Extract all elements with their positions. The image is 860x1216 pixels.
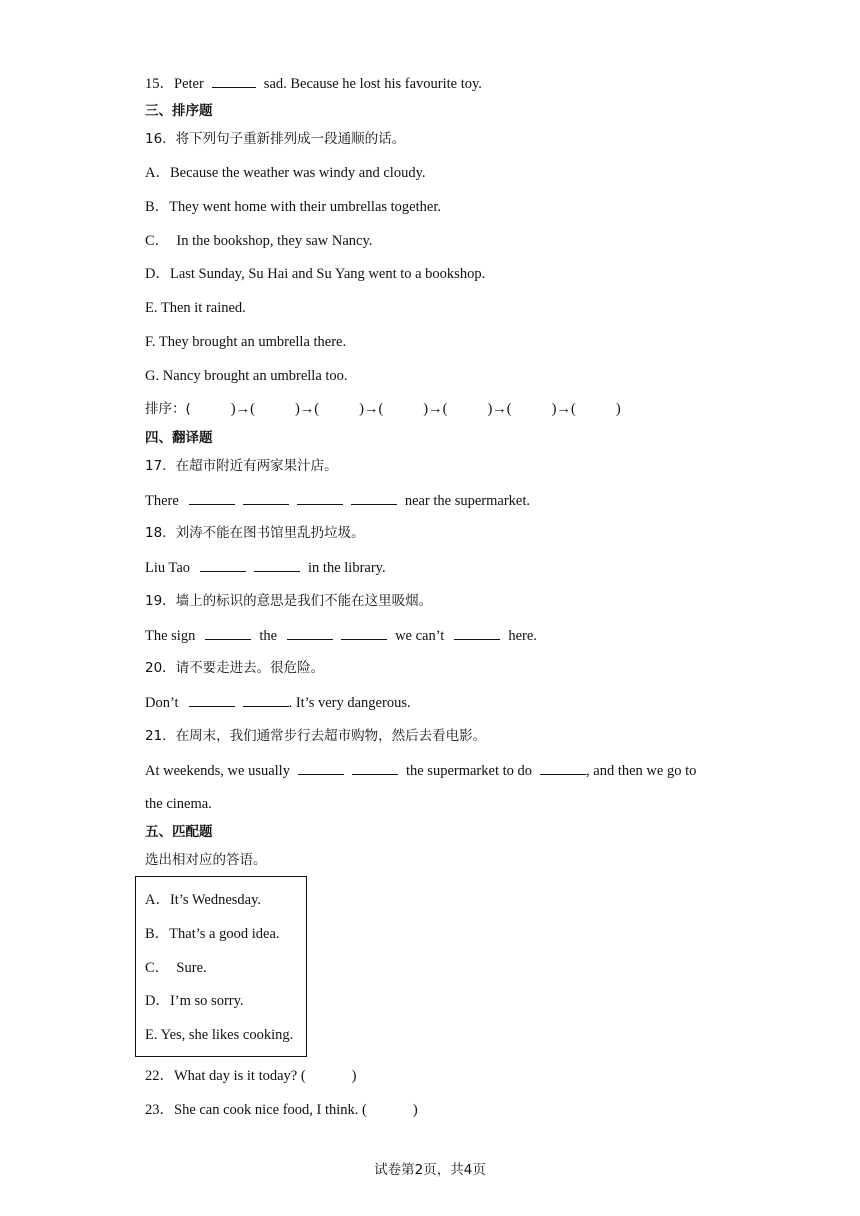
answer-blank[interactable] <box>287 625 333 640</box>
order-arrow: )→( <box>487 401 512 417</box>
question-16-prompt: 16．将下列句子重新排列成一段通顺的话。 <box>145 131 406 147</box>
match-prompt: 选出相对应的答语。 <box>145 852 267 868</box>
answer-blank[interactable] <box>243 692 289 707</box>
answer-blank[interactable] <box>200 557 246 572</box>
answer-blank[interactable] <box>352 760 398 775</box>
match-answer-e: E. Yes, she likes cooking. <box>145 1027 294 1043</box>
q17-start: There <box>145 493 179 509</box>
question-21-continued: the cinema. <box>145 796 212 812</box>
q19-start: The sign <box>145 628 196 644</box>
q21-end: , and then we go to <box>586 763 697 779</box>
question-19-prompt: 19．墙上的标识的意思是我们不能在这里吸烟。 <box>145 593 433 609</box>
question-20-prompt: 20．请不要走进去。很危险。 <box>145 660 325 676</box>
q20-start: Don’t <box>145 695 179 711</box>
q19-end: here. <box>508 628 537 644</box>
option-b: B．They went home with their umbrellas together. <box>145 199 441 215</box>
option-f: F. They brought an umbrella there. <box>145 334 347 350</box>
answer-blank[interactable] <box>341 625 387 640</box>
order-answer-line <box>145 399 621 419</box>
answer-blank[interactable] <box>254 557 300 572</box>
q23-text: 23．She can cook nice food, I think. ( <box>145 1102 367 1118</box>
q15-start: 15．Peter <box>145 76 204 92</box>
question-18-line <box>145 557 386 578</box>
section-4-heading: 四、翻译题 <box>145 430 213 446</box>
q21-start: At weekends, we usually <box>145 763 290 779</box>
q18-start: Liu Tao <box>145 560 191 576</box>
question-17-prompt: 17．在超市附近有两家果汁店。 <box>145 458 338 474</box>
answer-blank[interactable] <box>212 73 256 88</box>
option-d: D．Last Sunday, Su Hai and Su Yang went to a bookshop. <box>145 266 486 282</box>
section-5-heading: 五、匹配题 <box>145 824 213 840</box>
question-15 <box>145 73 482 94</box>
q19-the: the <box>259 628 278 644</box>
q22-text: 22．What day is it today? ( <box>145 1068 306 1084</box>
option-c: C． In the bookshop, they saw Nancy. <box>145 233 373 249</box>
answer-blank[interactable] <box>540 760 586 775</box>
answer-blank[interactable] <box>205 625 251 640</box>
question-19-line <box>145 625 537 646</box>
q17-end: near the supermarket. <box>404 493 531 509</box>
q23-close: ) <box>412 1102 418 1118</box>
order-arrow: )→( <box>423 401 448 417</box>
section-3-heading: 三、排序题 <box>145 103 213 119</box>
answer-blank[interactable] <box>454 625 500 640</box>
q20-end: . It’s very dangerous. <box>288 695 411 711</box>
q22-close: ) <box>351 1068 357 1084</box>
order-arrow: )→( <box>551 401 576 417</box>
question-17-line <box>145 490 530 511</box>
order-label: 排序：( <box>145 401 191 417</box>
q15-end: sad. Because he lost his favourite toy. <box>263 76 482 92</box>
match-answer-d: D．I’m so sorry. <box>145 993 244 1009</box>
answer-blank[interactable] <box>189 490 235 505</box>
q18-end: in the library. <box>308 560 386 576</box>
match-answer-b: B．That’s a good idea. <box>145 926 280 942</box>
question-23 <box>145 1100 418 1120</box>
option-g: G. Nancy brought an umbrella too. <box>145 368 348 384</box>
answer-blank[interactable] <box>297 490 343 505</box>
order-close: ) <box>615 401 621 417</box>
question-21-line <box>145 760 696 781</box>
q19-mid: we can’t <box>395 628 445 644</box>
question-22 <box>145 1066 357 1086</box>
match-answer-c: C． Sure. <box>145 960 207 976</box>
question-18-prompt: 18．刘涛不能在图书馆里乱扔垃圾。 <box>145 525 365 541</box>
question-20-line <box>145 692 411 713</box>
match-answer-a: A．It’s Wednesday. <box>145 892 262 908</box>
question-21-prompt: 21．在周末，我们通常步行去超市购物，然后去看电影。 <box>145 728 487 744</box>
q21-mid: the supermarket to do <box>405 763 533 779</box>
page-footer: 试卷第2页，共4页 <box>374 1162 486 1178</box>
option-a: A．Because the weather was windy and cloudy. <box>145 165 426 181</box>
order-arrow: )→( <box>230 401 255 417</box>
option-e: E. Then it rained. <box>145 300 246 316</box>
order-arrow: )→( <box>294 401 320 417</box>
answer-blank[interactable] <box>298 760 344 775</box>
answer-blank[interactable] <box>351 490 397 505</box>
answer-blank[interactable] <box>189 692 235 707</box>
answer-blank[interactable] <box>243 490 289 505</box>
order-arrow: )→( <box>359 401 384 417</box>
